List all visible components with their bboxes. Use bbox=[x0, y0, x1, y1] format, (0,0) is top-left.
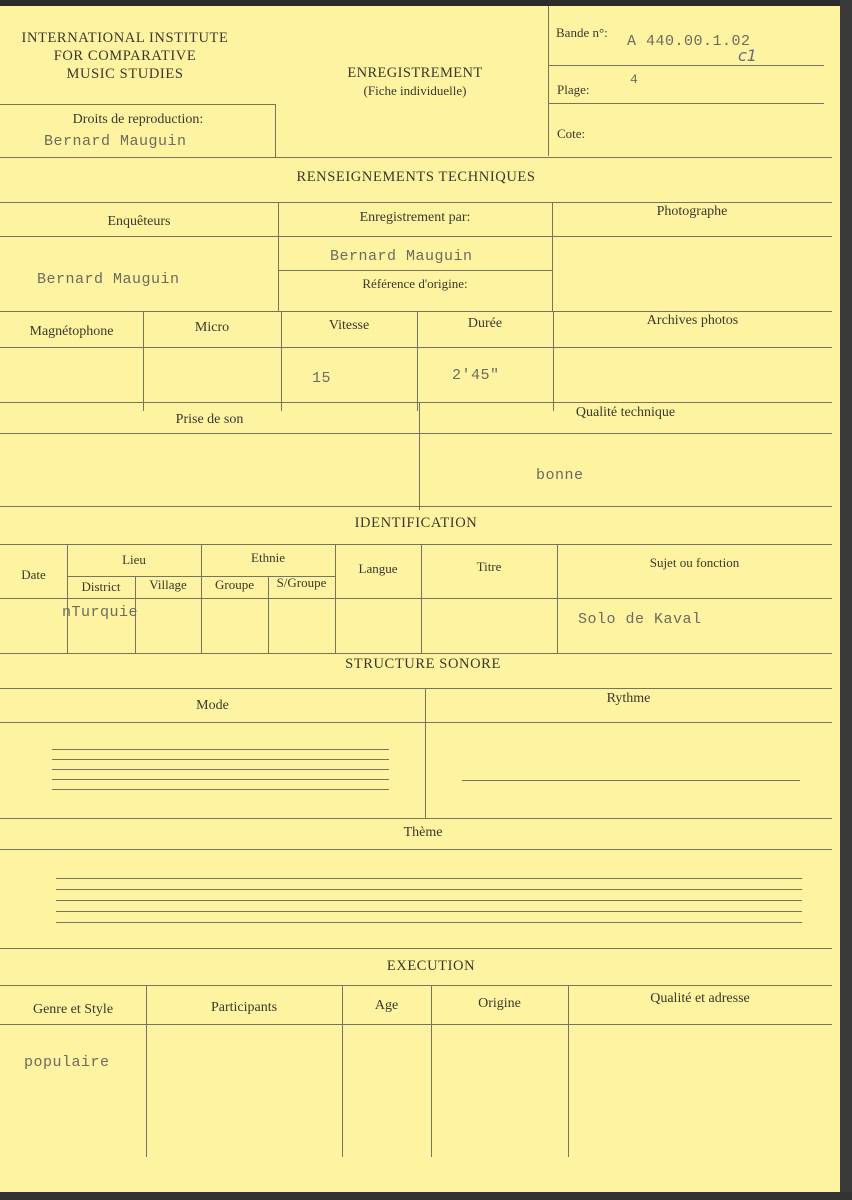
qualite-technique-label: Qualité technique bbox=[575, 405, 676, 420]
line bbox=[52, 749, 389, 750]
bande-handwritten-note: c1 bbox=[738, 46, 757, 65]
cote-label: Cote: bbox=[557, 126, 586, 141]
line bbox=[56, 889, 802, 890]
line bbox=[0, 1024, 832, 1025]
line bbox=[56, 922, 802, 923]
identification-section-title: IDENTIFICATION bbox=[354, 515, 478, 531]
structure-section-title: STRUCTURE SONORE bbox=[345, 656, 501, 672]
rythme-label: Rythme bbox=[606, 691, 651, 706]
line bbox=[278, 270, 552, 271]
line bbox=[0, 236, 832, 237]
participants-label: Participants bbox=[210, 1000, 278, 1015]
enregistrement-value: Bernard Mauguin bbox=[330, 248, 473, 265]
genre-style-label: Genre et Style bbox=[32, 1002, 114, 1017]
record-card bbox=[0, 6, 840, 1192]
duree-value: 2'45" bbox=[452, 367, 500, 384]
droits-value: Bernard Mauguin bbox=[44, 133, 187, 150]
enqueteurs-label: Enquêteurs bbox=[107, 214, 171, 229]
line bbox=[56, 878, 802, 879]
line bbox=[0, 506, 832, 507]
duree-label: Durée bbox=[467, 316, 503, 331]
execution-section-title: EXECUTION bbox=[386, 958, 476, 974]
rythme-line bbox=[462, 780, 800, 781]
photographe-label: Photographe bbox=[656, 204, 728, 219]
sous-groupe-label: S/Groupe bbox=[276, 575, 327, 590]
titre-label: Titre bbox=[476, 559, 502, 574]
institute-name-line3: MUSIC STUDIES bbox=[66, 66, 184, 82]
village-label: Village bbox=[149, 577, 187, 592]
lieu-label: Lieu bbox=[122, 552, 146, 567]
origine-label: Origine bbox=[478, 996, 521, 1011]
enqueteurs-value: Bernard Mauguin bbox=[37, 271, 180, 288]
line bbox=[56, 911, 802, 912]
institute-name-line2: FOR COMPARATIVE bbox=[53, 48, 197, 64]
plage-value: 4 bbox=[630, 72, 639, 87]
line bbox=[52, 779, 389, 780]
groupe-label: Groupe bbox=[215, 577, 254, 592]
line bbox=[0, 544, 832, 545]
line bbox=[425, 688, 426, 818]
line bbox=[0, 722, 832, 723]
line bbox=[548, 65, 824, 66]
line bbox=[0, 157, 832, 158]
vitesse-label: Vitesse bbox=[328, 318, 370, 333]
bande-label: Bande n°: bbox=[556, 25, 608, 40]
lieu-value: nTurquie bbox=[62, 604, 139, 621]
line bbox=[0, 653, 832, 654]
langue-label: Langue bbox=[358, 561, 398, 576]
micro-label: Micro bbox=[194, 320, 230, 335]
archives-photos-label: Archives photos bbox=[646, 313, 739, 328]
enregistrement-label: Enregistrement par: bbox=[359, 210, 471, 225]
reference-label: Référence d'origine: bbox=[362, 276, 468, 291]
line bbox=[56, 900, 802, 901]
sujet-label: Sujet ou fonction bbox=[649, 555, 740, 570]
line bbox=[0, 311, 832, 312]
line bbox=[0, 104, 276, 105]
line bbox=[568, 985, 569, 1157]
line bbox=[0, 985, 832, 986]
line bbox=[0, 849, 832, 850]
line bbox=[0, 402, 832, 403]
technique-section-title: RENSEIGNEMENTS TECHNIQUES bbox=[296, 169, 536, 185]
line bbox=[0, 818, 832, 819]
line bbox=[52, 759, 389, 760]
bande-value: A 440.00.1.02 bbox=[627, 33, 751, 50]
scan-edge-bottom bbox=[0, 1192, 852, 1200]
scan-edge-right bbox=[840, 0, 852, 1200]
institute-name-line1: INTERNATIONAL INSTITUTE bbox=[21, 30, 229, 46]
plage-label: Plage: bbox=[557, 82, 590, 97]
district-label: District bbox=[81, 579, 121, 594]
line bbox=[52, 789, 389, 790]
droits-label: Droits de reproduction: bbox=[72, 112, 204, 127]
theme-label: Thème bbox=[403, 825, 443, 840]
genre-style-value: populaire bbox=[24, 1054, 110, 1071]
age-label: Age bbox=[374, 998, 399, 1013]
form-subtitle: (Fiche individuelle) bbox=[363, 83, 467, 98]
sujet-value: Solo de Kaval bbox=[578, 611, 702, 628]
qualite-technique-value: bonne bbox=[536, 467, 584, 484]
line bbox=[0, 598, 832, 599]
prise-de-son-label: Prise de son bbox=[175, 412, 244, 427]
line bbox=[548, 103, 824, 104]
magnetophone-label: Magnétophone bbox=[29, 324, 114, 339]
line bbox=[0, 948, 832, 949]
qualite-adresse-label: Qualité et adresse bbox=[650, 991, 750, 1006]
header-right-divider bbox=[548, 6, 549, 156]
ethnie-label: Ethnie bbox=[251, 550, 285, 565]
vitesse-value: 15 bbox=[312, 370, 332, 387]
line bbox=[0, 347, 832, 348]
date-label: Date bbox=[21, 567, 46, 582]
line bbox=[52, 769, 389, 770]
form-title: ENREGISTREMENT bbox=[347, 65, 483, 81]
mode-label: Mode bbox=[196, 698, 229, 713]
line bbox=[0, 202, 832, 203]
line bbox=[0, 433, 832, 434]
line bbox=[0, 688, 832, 689]
